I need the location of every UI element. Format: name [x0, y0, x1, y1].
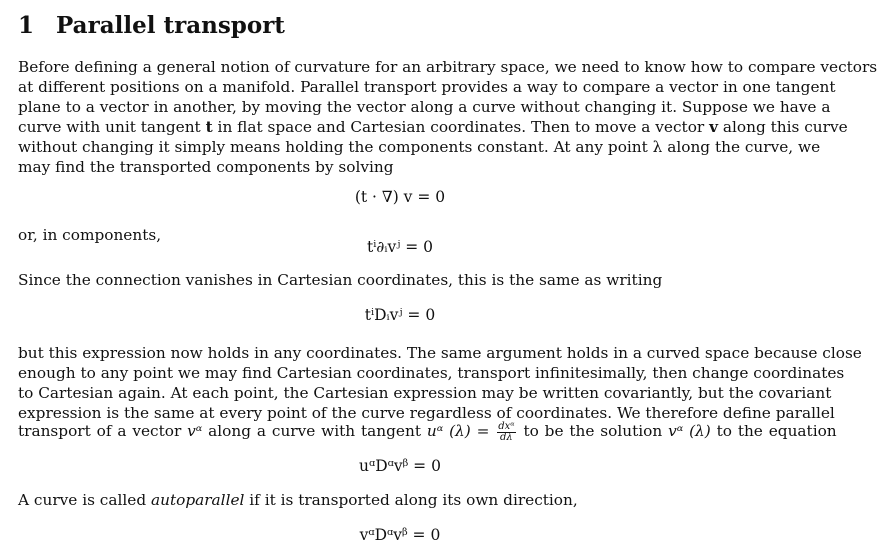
equation-4: uᵅDᵅvᵝ = 0 — [359, 457, 441, 475]
para2-line-5: transport of a vector vᵅ along a curve with tangent uᵅ (λ) = $\frac{\text{dxᵅ}}{d\lambda}$ to be the solution vᵅ (λ) to the equation — [18, 420, 837, 443]
math-u-alpha-lambda: uᵅ (λ) = — [426, 422, 490, 440]
section-title: Parallel transport — [56, 12, 285, 39]
equation-2: tⁱ∂ᵢvʲ = 0 — [366, 238, 434, 256]
autoparallel-term: autoparallel — [151, 491, 245, 509]
vector-v: v — [709, 118, 718, 136]
section-number: 1 — [18, 12, 35, 39]
para1-line-1: Before defining a general notion of curvature for an arbitrary space, we need to know how to compare vectors — [18, 58, 877, 76]
math-v-alpha: vᵅ — [187, 422, 203, 440]
equation-1: (t · ∇) v = 0 — [354, 188, 446, 206]
equation-5: vᵅDᵅvᵝ = 0 — [359, 526, 441, 544]
para1-line-3: plane to a vector in another, by moving the vector along a curve without changing it. Suppose we have a — [18, 98, 831, 116]
para2-line-2: enough to any point we may find Cartesian coordinates, transport infinitesimally, then change coordinates — [18, 364, 845, 382]
para1-line-5: without changing it simply means holding the components constant. At any point λ along the curve, we — [18, 138, 821, 156]
para2-line-1: but this expression now holds in any coordinates. The same argument holds in a curved space because close — [18, 344, 862, 362]
para1-line-6: may find the transported components by solving — [18, 158, 394, 176]
fraction-dx-dlambda: $\frac{\text{dxᵅ}}{d\lambda}$ — [498, 420, 515, 443]
equation-3: tⁱDᵢvʲ = 0 — [364, 306, 436, 324]
text-or-components: or, in components, — [18, 226, 162, 244]
para1-line-2: at different positions on a manifold. Parallel transport provides a way to compare a vector in one tangent — [18, 78, 836, 96]
vector-t: t — [205, 118, 213, 136]
para1-line-4: curve with unit tangent t in flat space and Cartesian coordinates. Then to move a vector v along this curve — [18, 118, 848, 136]
para2-line-3: to Cartesian again. At each point, the Cartesian expression may be written covariantly, but the covariant — [18, 384, 832, 402]
autoparallel-sentence: A curve is called autoparallel if it is transported along its own direction, — [18, 491, 578, 509]
section-heading — [18, 12, 285, 39]
text-since: Since the connection vanishes in Cartesian coordinates, this is the same as writing — [18, 271, 663, 289]
para2-line-4: expression is the same at every point of the curve regardless of coordinates. We therefore define parallel — [18, 404, 835, 422]
math-v-alpha-lambda: vᵅ (λ) — [668, 422, 711, 440]
